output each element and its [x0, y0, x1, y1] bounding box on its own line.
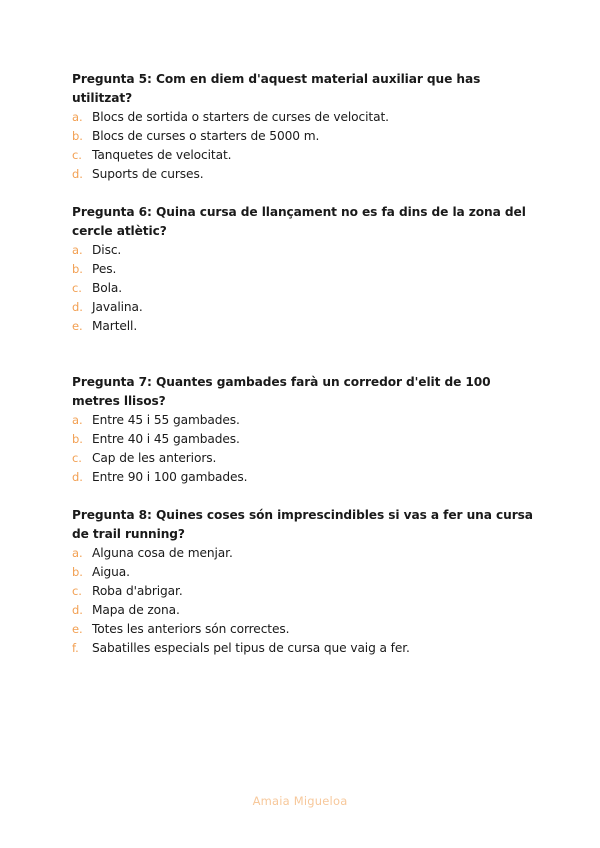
option-list — [72, 108, 542, 184]
option-item — [72, 639, 542, 658]
option-text: Entre 90 i 100 gambades. — [92, 470, 248, 484]
option-text: Roba d'abrigar. — [92, 584, 183, 598]
option-letter: e. — [72, 319, 83, 333]
option-item — [72, 241, 542, 260]
option-letter: a. — [72, 110, 83, 124]
option-text: Entre 45 i 55 gambades. — [92, 413, 240, 427]
option-item — [72, 430, 542, 449]
question-5 — [72, 70, 542, 184]
option-letter: a. — [72, 413, 83, 427]
option-text: Cap de les anteriors. — [92, 451, 217, 465]
option-text: Blocs de curses o starters de 5000 m. — [92, 129, 320, 143]
option-letter: b. — [72, 129, 83, 143]
option-text: Javalina. — [92, 300, 143, 314]
option-letter: d. — [72, 167, 83, 181]
option-text: Mapa de zona. — [92, 603, 180, 617]
question-6 — [72, 203, 542, 336]
option-letter: a. — [72, 243, 83, 257]
option-text: Entre 40 i 45 gambades. — [92, 432, 240, 446]
option-text: Pes. — [92, 262, 117, 276]
option-item — [72, 411, 542, 430]
option-letter: c. — [72, 451, 82, 465]
option-text: Alguna cosa de menjar. — [92, 546, 233, 560]
option-list — [72, 544, 542, 658]
option-item — [72, 582, 542, 601]
footer-author: Amaia Migueloa — [252, 794, 348, 808]
option-letter: c. — [72, 148, 82, 162]
option-item — [72, 620, 542, 639]
option-text: Blocs de sortida o starters de curses de velocitat. — [92, 110, 389, 124]
option-item — [72, 544, 542, 563]
option-letter: d. — [72, 603, 83, 617]
option-item — [72, 298, 542, 317]
option-text: Aigua. — [92, 565, 130, 579]
option-letter: e. — [72, 622, 83, 636]
option-letter: f. — [72, 641, 79, 655]
option-letter: c. — [72, 281, 82, 295]
option-letter: a. — [72, 546, 83, 560]
option-item — [72, 317, 542, 336]
option-letter: d. — [72, 470, 83, 484]
option-text: Bola. — [92, 281, 123, 295]
option-list — [72, 411, 542, 487]
option-item — [72, 279, 542, 298]
option-letter: b. — [72, 262, 83, 276]
option-text: Sabatilles especials pel tipus de cursa que vaig a fer. — [92, 641, 410, 655]
option-text: Disc. — [92, 243, 122, 257]
question-8 — [72, 506, 542, 658]
option-list — [72, 241, 542, 336]
option-item — [72, 127, 542, 146]
option-item — [72, 449, 542, 468]
option-letter: c. — [72, 584, 82, 598]
option-item — [72, 563, 542, 582]
question-title: Pregunta 8: Quines coses són imprescindibles si vas a fer una cursa de trail running? — [72, 508, 533, 541]
option-letter: b. — [72, 565, 83, 579]
question-title: Pregunta 5: Com en diem d'aquest material auxiliar que has utilitzat? — [72, 72, 481, 105]
option-text: Suports de curses. — [92, 167, 204, 181]
option-text: Martell. — [92, 319, 138, 333]
option-letter: d. — [72, 300, 83, 314]
question-title: Pregunta 6: Quina cursa de llançament no es fa dins de la zona del cercle atlètic? — [72, 205, 526, 238]
question-title: Pregunta 7: Quantes gambades farà un corredor d'elit de 100 metres llisos? — [72, 375, 491, 408]
option-item — [72, 165, 542, 184]
option-item — [72, 260, 542, 279]
option-item — [72, 601, 542, 620]
option-item — [72, 146, 542, 165]
option-text: Tanquetes de velocitat. — [92, 148, 232, 162]
option-item — [72, 108, 542, 127]
option-letter: b. — [72, 432, 83, 446]
option-text: Totes les anteriors són correctes. — [92, 622, 290, 636]
option-item — [72, 468, 542, 487]
question-7 — [72, 373, 542, 487]
